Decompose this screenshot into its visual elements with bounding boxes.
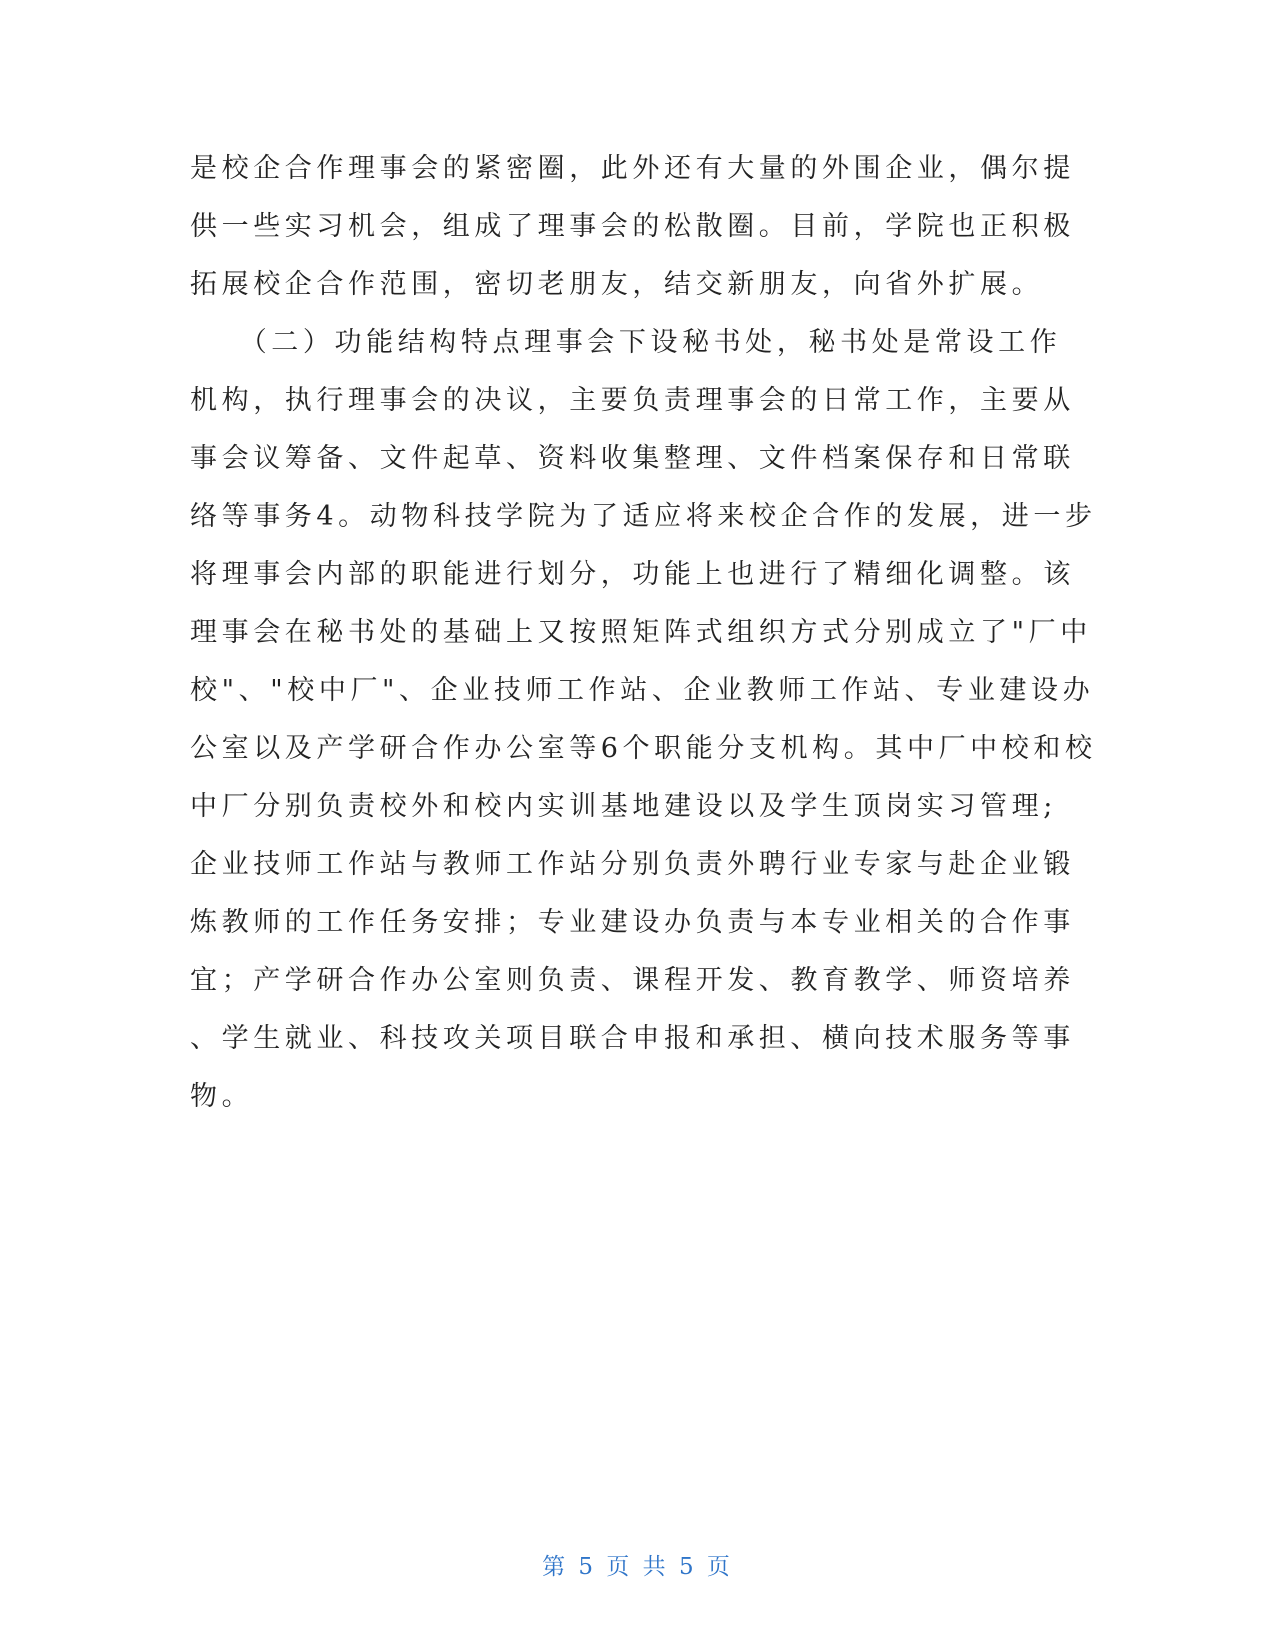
body-text bbox=[190, 140, 1097, 1126]
text-line: 机构，执行理事会的决议，主要负责理事会的日常工作，主要从 bbox=[190, 385, 1075, 416]
text-line: 拓展校企合作范围，密切老朋友，结交新朋友，向省外扩展。 bbox=[190, 269, 1044, 300]
text-line: 炼教师的工作任务安排；专业建设办负责与本专业相关的合作事 bbox=[190, 907, 1075, 938]
text-line: 、学生就业、科技攻关项目联合申报和承担、横向技术服务等事 bbox=[190, 1023, 1075, 1054]
text-line: 宜；产学研合作办公室则负责、课程开发、教育教学、师资培养 bbox=[190, 965, 1075, 996]
text-line: 络等事务4。动物科技学院为了适应将来校企合作的发展，进一步 bbox=[190, 501, 1097, 532]
text-line: 供一些实习机会，组成了理事会的松散圈。目前，学院也正积极 bbox=[190, 211, 1075, 242]
text-line: 公室以及产学研合作办公室等6个职能分支机构。其中厂中校和校 bbox=[190, 733, 1097, 764]
text-line: 中厂分别负责校外和校内实训基地建设以及学生顶岗实习管理; bbox=[190, 791, 1057, 822]
text-line: 是校企合作理事会的紧密圈，此外还有大量的外围企业，偶尔提 bbox=[190, 153, 1075, 184]
text-line: 校"、"校中厂"、企业技师工作站、企业教师工作站、专业建设办 bbox=[190, 675, 1095, 706]
text-line: 将理事会内部的职能进行划分，功能上也进行了精细化调整。该 bbox=[190, 559, 1075, 590]
text-line: 理事会在秘书处的基础上又按照矩阵式组织方式分别成立了"厂中 bbox=[190, 617, 1092, 648]
text-line: 企业技师工作站与教师工作站分别负责外聘行业专家与赴企业锻 bbox=[190, 849, 1075, 880]
page-number-footer: 第 5 页 共 5 页 bbox=[542, 1554, 733, 1580]
text-line: 事会议筹备、文件起草、资料收集整理、文件档案保存和日常联 bbox=[190, 443, 1075, 474]
text-line: 物。 bbox=[190, 1081, 254, 1112]
text-line: （二）功能结构特点理事会下设秘书处，秘书处是常设工作 bbox=[190, 327, 1062, 358]
